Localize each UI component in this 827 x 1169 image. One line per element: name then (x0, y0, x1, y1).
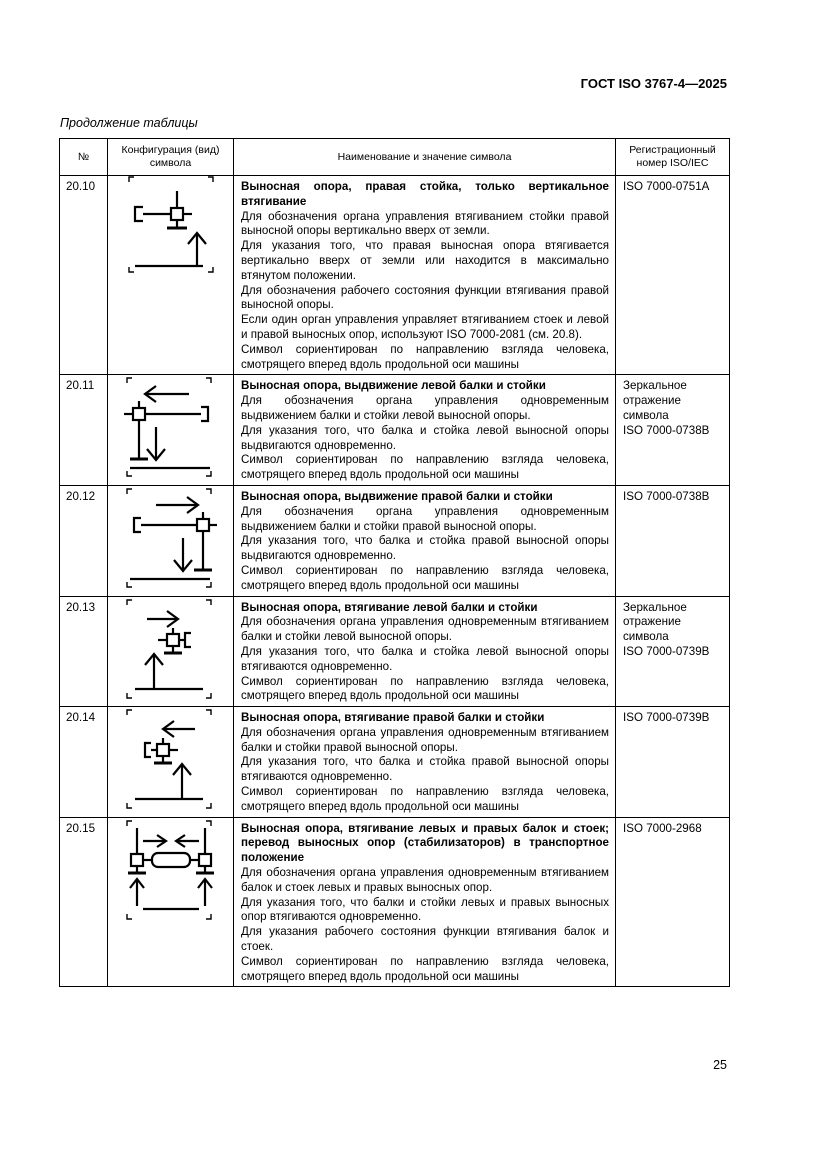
symbol-title: Выносная опора, втягивание левой балки и стойки (241, 600, 538, 614)
description-line: Символ сориентирован по направлению взгляда человека, смотрящего вперед вдоль продольной оси машины (241, 342, 609, 371)
reg-line: ISO 7000-0738B (623, 489, 710, 503)
outrigger-right-leg-vertical-retract-symbol (121, 176, 221, 280)
description-line: Для указания того, что балки и стойки левых и правых выносных опор втягиваются одновременно. (241, 895, 609, 924)
outrigger-left-beam-leg-retract-symbol (121, 597, 221, 701)
description-line: Для обозначения рабочего состояния функции втягивания правой выносной опоры. (241, 283, 609, 312)
reg-line: ISO 7000-0738B (623, 423, 710, 437)
description-line: Если один орган управления управляет втягиванием стоек и левой и правой выносных опор, используют ISO 7000-2081 (см. 20.8). (241, 313, 609, 341)
symbols-table (59, 138, 730, 987)
column-header-num: № (60, 139, 108, 176)
table-row (60, 596, 730, 707)
description-line: Для указания того, что балка и стойка правой выносной опоры втягиваются одновременно. (241, 755, 609, 784)
description-line: Символ сориентирован по направлению взгляда человека, смотрящего вперед вдоль продольной оси машины (241, 674, 609, 703)
registration-number (616, 375, 730, 486)
outrigger-right-beam-leg-retract-symbol (121, 707, 221, 811)
column-header-config: Конфигурация (вид) символа (108, 139, 234, 176)
symbol-title: Выносная опора, правая стойка, только вертикальное втягивание (241, 180, 609, 208)
reg-line: символа (623, 630, 669, 644)
symbol-cell (108, 707, 234, 818)
standard-header: ГОСТ ISO 3767-4—2025 (580, 76, 727, 91)
table-row (60, 707, 730, 818)
column-header-reg: Регистрационный номер ISO/IEC (616, 139, 730, 176)
description-line: Для указания того, что правая выносная опора втягивается вертикально вверх от земли или находится в максимально втянутом положении. (241, 239, 609, 282)
registration-number (616, 485, 730, 596)
reg-line: ISO 7000-0751A (623, 180, 710, 193)
outrigger-both-retract-transport-symbol (121, 818, 221, 922)
description-line: Для обозначения органа управления одновременным выдвижением балки и стойки правой выносной опоры. (241, 504, 609, 533)
description-line: Для указания того, что балка и стойка левой выносной опоры втягиваются одновременно. (241, 644, 609, 673)
symbol-description (234, 707, 616, 818)
symbol-title: Выносная опора, втягивание правой балки и стойки (241, 711, 545, 725)
symbol-description (234, 485, 616, 596)
symbol-cell (108, 485, 234, 596)
reg-line: ISO 7000-0739B (623, 711, 710, 725)
symbol-cell (108, 596, 234, 707)
reg-line: Зеркальное (623, 379, 687, 393)
symbol-title: Выносная опора, втягивание левых и правых балок и стоек; перевод выносных опор (стабилизаторов) в транспортное положение (241, 821, 609, 865)
row-number: 20.13 (60, 596, 108, 707)
outrigger-left-beam-leg-extend-symbol (121, 375, 221, 479)
reg-line: Зеркальное (623, 600, 687, 614)
symbol-cell (108, 817, 234, 987)
description-line: Символ сориентирован по направлению взгляда человека, смотрящего вперед вдоль продольной оси машины (241, 785, 609, 813)
symbol-description (234, 176, 616, 375)
symbol-description (234, 817, 616, 987)
symbol-title: Выносная опора, выдвижение левой балки и стойки (241, 379, 546, 393)
table-header-row (60, 139, 730, 176)
reg-line: ISO 7000-2968 (623, 821, 702, 835)
description-line: Для обозначения органа управления одновременным выдвижением балки и стойки левой выносной опоры. (241, 394, 609, 422)
table-row (60, 375, 730, 486)
symbol-cell (108, 176, 234, 375)
table-continuation-caption: Продолжение таблицы (60, 116, 198, 130)
description-line: Для обозначения органа управления одновременным втягиванием балки и стойки левой выносной опоры. (241, 615, 609, 644)
description-line: Символ сориентирован по направлению взгляда человека, смотрящего вперед вдоль продольной оси машины (241, 453, 609, 482)
symbol-title: Выносная опора, выдвижение правой балки и стойки (241, 489, 553, 503)
description-line: Для обозначения органа управления втягиванием стойки правой выносной опоры вертикально вверх от земли. (241, 209, 609, 238)
registration-number (616, 817, 730, 987)
row-number: 20.11 (60, 375, 108, 486)
registration-number (616, 596, 730, 707)
description-line: Для указания того, что балка и стойка правой выносной опоры выдвигаются одновременно. (241, 534, 609, 563)
outrigger-right-beam-leg-extend-symbol (121, 486, 221, 590)
description-line: Для обозначения органа управления одновременным втягиванием балки и стойки правой выносной опоры. (241, 725, 609, 754)
reg-line: ISO 7000-0739B (623, 644, 710, 658)
row-number: 20.12 (60, 485, 108, 596)
description-line: Для указания того, что балка и стойка левой выносной опоры выдвигаются одновременно. (241, 423, 609, 452)
table-row (60, 176, 730, 375)
table-row (60, 817, 730, 987)
column-header-name: Наименование и значение символа (234, 139, 616, 176)
row-number: 20.15 (60, 817, 108, 987)
symbol-description (234, 375, 616, 486)
reg-line: отражение (623, 615, 681, 629)
reg-line: символа (623, 408, 669, 422)
symbol-description (234, 596, 616, 707)
description-line: Для обозначения органа управления одновременным втягиванием балок и стоек левых и правых выносных опор. (241, 866, 609, 894)
description-line: Символ сориентирован по направлению взгляда человека, смотрящего вперед вдоль продольной оси машины (241, 954, 609, 983)
description-line: Символ сориентирован по направлению взгляда человека, смотрящего вперед вдоль продольной оси машины (241, 563, 609, 592)
registration-number (616, 707, 730, 818)
registration-number (616, 176, 730, 375)
reg-line: отражение (623, 394, 681, 408)
row-number: 20.10 (60, 176, 108, 375)
page-number: 25 (713, 1058, 727, 1072)
symbol-cell (108, 375, 234, 486)
description-line: Для указания рабочего состояния функции втягивания балок и стоек. (241, 925, 609, 954)
row-number: 20.14 (60, 707, 108, 818)
table-row (60, 485, 730, 596)
